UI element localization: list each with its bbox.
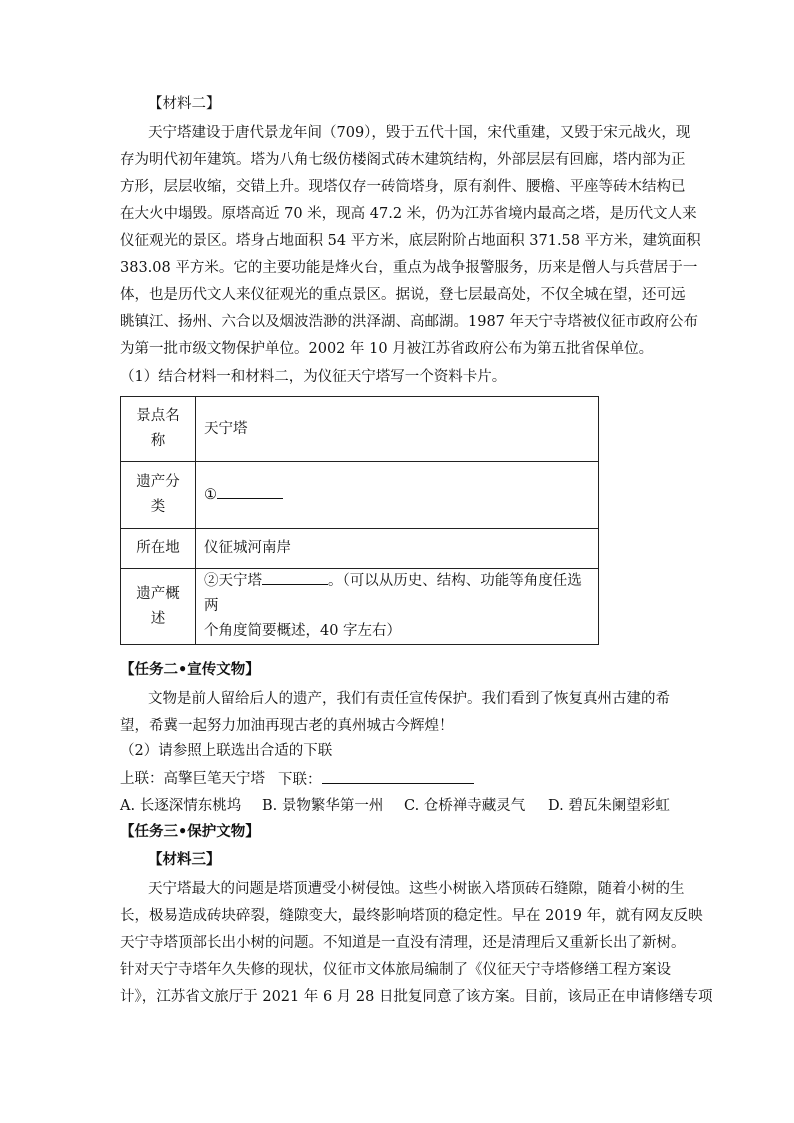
material3-line-3: 天宁寺塔顶部长出小树的问题。不知道是一直没有清理，还是清理后又重新长出了新树。: [120, 935, 686, 951]
material3-line-2: 长，极易造成砖块碎裂，缝隙变大，最终影响塔顶的稳定性。早在 2019 年，就有网友反映: [120, 908, 703, 924]
material2-line-7: 体，也是历代文人来仪征观光的重点景区。据说，登七层最高处，不仅全城在望，还可远: [120, 287, 686, 303]
material2-line-3: 方形，层层收缩，交错上升。现塔仅存一砖筒塔身，原有刹件、腰檐、平座等砖木结构已: [120, 179, 686, 195]
card-row-location: [121, 529, 599, 569]
material3-line-4: 针对天宁寺塔年久失修的现状，仪征市文体旅局编制了《仪征天宁寺塔修缮工程方案设: [120, 962, 671, 978]
option-b[interactable]: B. 景物繁华第一州: [262, 798, 384, 814]
question-2: （2）请参照上联选出合适的下联: [120, 743, 333, 759]
answer-blank-3[interactable]: [322, 769, 474, 784]
card-row-summary: [121, 569, 599, 645]
material2-line-9: 为第一批市级文物保护单位。2002 年 10 月被江苏省政府公布为第五批省保单位。: [120, 341, 654, 357]
material2-heading: 【材料二】: [148, 96, 221, 112]
material2-line-2: 存为明代初年建筑。塔为八角七级仿楼阁式砖木建筑结构，外部层层有回廊，塔内部为正: [120, 152, 686, 168]
card-label-name: 景点名 称: [121, 397, 196, 462]
option-a[interactable]: A. 长逐深情东桃坞: [120, 798, 242, 814]
material2-line-1: 天宁塔建设于唐代景龙年间（709），毁于五代十国，宋代重建，又毁于宋元战火，现: [148, 125, 691, 141]
question-1: （1）结合材料一和材料二，为仪征天宁塔写一个资料卡片。: [120, 369, 507, 385]
task2-line-1: 文物是前人留给后人的遗产，我们有责任宣传保护。我们看到了恢复真州古建的希: [148, 691, 670, 707]
card-value-location: 仪征城河南岸: [196, 529, 599, 569]
material2-line-6: 383.08 平方米。它的主要功能是烽火台，重点为战争报警服务，历来是僧人与兵营居于一: [120, 260, 698, 276]
card-label-summary: 遗产概 述: [121, 569, 196, 645]
material3-heading: 【材料三】: [148, 851, 221, 868]
option-d[interactable]: D. 碧瓦朱阑望彩虹: [548, 798, 670, 814]
task2-line-2: 望，希冀一起努力加油再现古老的真州城古今辉煌！: [120, 718, 454, 734]
info-card-table: [120, 396, 599, 645]
answer-blank-1[interactable]: [217, 484, 283, 499]
card-row-name: [121, 397, 599, 462]
card-value-summary: ②天宁塔 。（可以从历史、结构、功能等角度任选两 个角度简要概述，40 字左右）: [196, 569, 599, 645]
card-label-category: 遗产分 类: [121, 462, 196, 529]
material2-line-4: 在大火中塌毁。原塔高近 70 米，现高 47.2 米，仍为江苏省境内最高之塔，是历代文人来: [120, 206, 697, 222]
card-value-category: ①: [196, 462, 599, 529]
task3-heading: 【任务三•保护文物】: [120, 823, 260, 840]
upper-couplet: 上联：高擎巨笔天宁塔: [120, 771, 265, 787]
material2-line-8: 眺镇江、扬州、六合以及烟波浩渺的洪泽湖、高邮湖。1987 年天宁寺塔被仪征市政府公布: [120, 314, 699, 330]
material3-line-5: 计》，江苏省文旅厅于 2021 年 6 月 28 日批复同意了该方案。目前，该局正在申请修缮专项: [120, 989, 713, 1005]
task2-heading: 【任务二•宣传文物】: [120, 661, 260, 678]
card-row-category: [121, 462, 599, 529]
option-c[interactable]: C. 仓桥禅寺藏灵气: [404, 798, 526, 814]
card-label-location: 所在地: [121, 529, 196, 569]
lower-couplet-label: 下联：: [278, 769, 474, 790]
card-value-name: 天宁塔: [196, 397, 599, 462]
answer-blank-2[interactable]: [262, 570, 328, 585]
material2-line-5: 仪征观光的景区。塔身占地面积 54 平方米，底层附阶占地面积 371.58 平方米，建筑面积: [120, 233, 701, 249]
material3-line-1: 天宁塔最大的问题是塔顶遭受小树侵蚀。这些小树嵌入塔顶砖石缝隙，随着小树的生: [148, 881, 685, 897]
